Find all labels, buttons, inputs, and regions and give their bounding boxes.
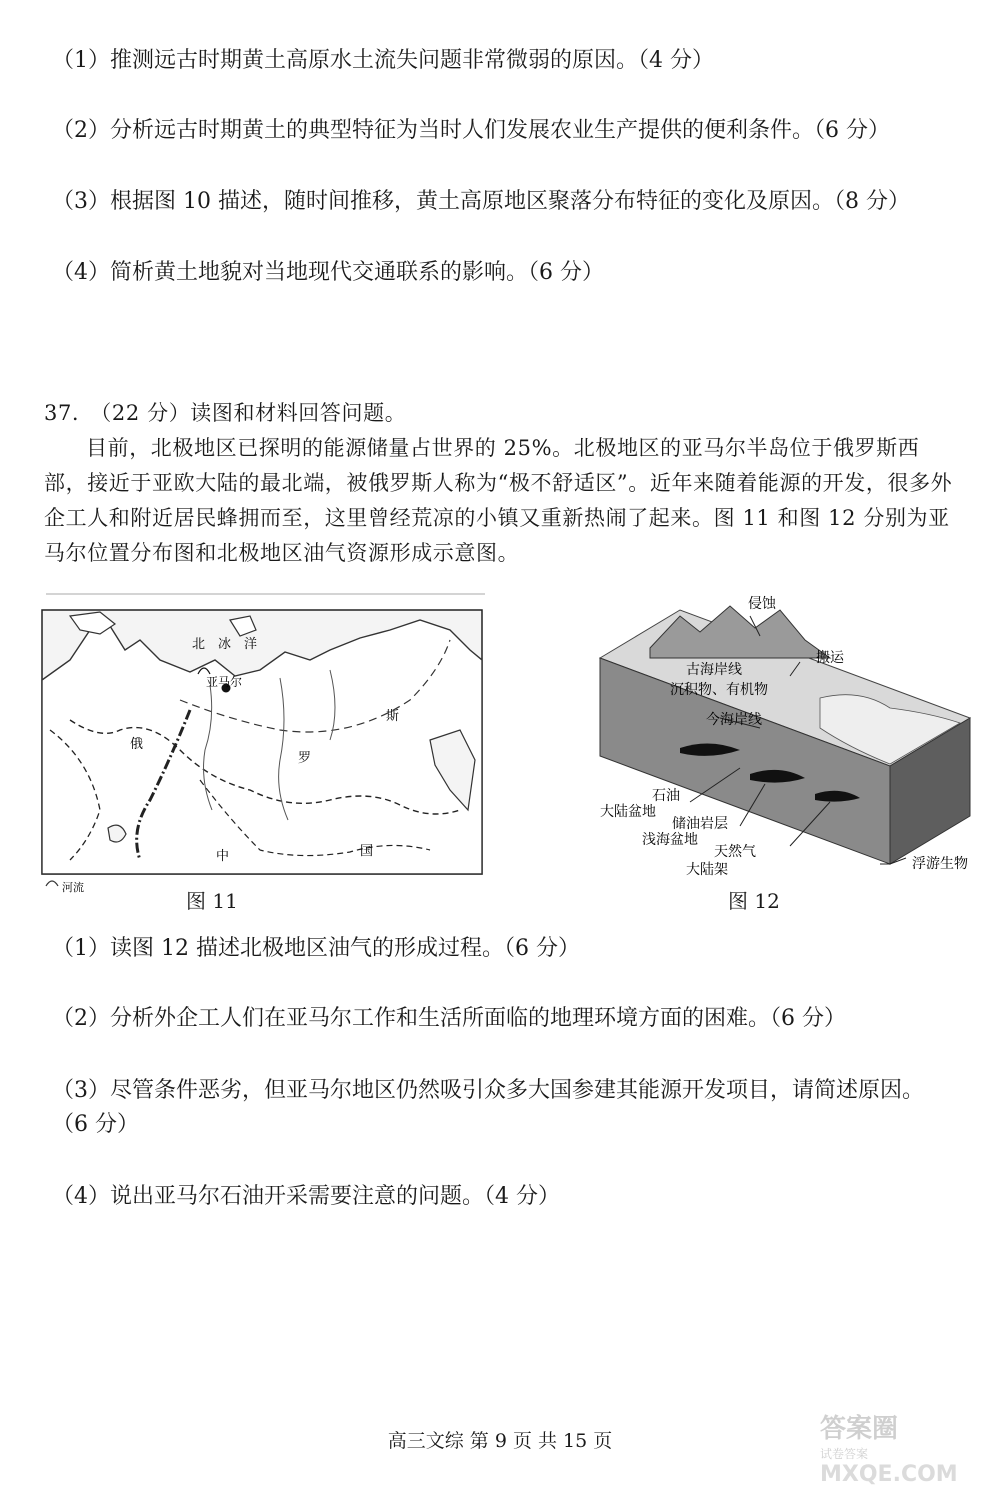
- figure-11-caption: 图 11: [186, 889, 238, 913]
- page-footer: 高三文综 第 9 页 共 15 页: [387, 1430, 613, 1452]
- watermark-logo: [820, 1408, 990, 1488]
- label-russia-1: 俄: [130, 737, 144, 752]
- label-arctic-ocean: 北 冰 洋: [192, 637, 258, 652]
- watermark-title: 答案圈: [820, 1414, 899, 1444]
- river-legend-icon: [46, 881, 58, 886]
- label-reservoir-rock: 储油岩层: [672, 816, 728, 832]
- figure-12-caption: 图 12: [728, 889, 780, 913]
- question-37-4: （4）说出亚马尔石油开采需要注意的问题。（4 分）: [52, 1184, 560, 1209]
- question-37-1: （1）读图 12 描述北极地区油气的形成过程。（6 分）: [52, 936, 580, 961]
- label-erosion: 侵蚀: [748, 596, 776, 612]
- question-36-1: （1）推测远古时期黄土高原水土流失问题非常微弱的原因。（4 分）: [52, 48, 714, 73]
- question-36-3: （3）根据图 10 描述，随时间推移，黄土高原地区聚落分布特征的变化及原因。（8 分）: [52, 189, 910, 214]
- label-continental-basin: 大陆盆地: [600, 804, 656, 820]
- question-37-block: [44, 396, 956, 571]
- watermark-url: MXQE.COM: [820, 1462, 958, 1487]
- label-modern-coastline: 今海岸线: [706, 712, 762, 728]
- label-russia-2: 罗: [298, 751, 312, 766]
- label-natural-gas: 天然气: [714, 844, 756, 860]
- label-plankton: 浮游生物: [912, 856, 968, 872]
- question-37-3: （3）尽管条件恶劣，但亚马尔地区仍然吸引众多大国参建其能源开发项目，请简述原因。: [52, 1078, 925, 1103]
- label-transport: 搬运: [816, 650, 844, 666]
- label-shallow-basin: 浅海盆地: [642, 832, 698, 848]
- watermark-subtitle: 试卷答案: [820, 1447, 869, 1461]
- question-37-2: （2）分析外企工人们在亚马尔工作和生活所面临的地理环境方面的困难。（6 分）: [52, 1006, 846, 1031]
- label-yamal: 亚马尔: [206, 675, 243, 689]
- question-37-material: 目前，北极地区已探明的能源储量占世界的 25%。北极地区的亚马尔半岛位于俄罗斯西部，接近于亚欧大陆的最北端，被俄罗斯人称为“极不舒适区”。近年来随着能源的开发，很多外企工人和附近居民蜂拥而至，这里曾经荒凉的小镇又重新热闹了起来。图 11 和图 12 分别为亚马尔位置分布图和北极地区油气资源形成示意图。: [44, 436, 953, 565]
- label-sediment: 沉积物、有机物: [670, 682, 768, 698]
- question-36-2: （2）分析远古时期黄土的典型特征为当时人们发展农业生产提供的便利条件。（6 分）: [52, 118, 890, 143]
- question-36-4: （4）简析黄土地貌对当地现代交通联系的影响。（6 分）: [52, 260, 604, 285]
- legend-river: 河流: [62, 881, 84, 894]
- label-ancient-coastline: 古海岸线: [686, 662, 742, 678]
- label-china-2: 国: [360, 844, 374, 859]
- label-oil: 石油: [652, 788, 680, 804]
- label-china-1: 中: [216, 849, 230, 864]
- figure-11-map: [30, 590, 500, 900]
- label-russia-3: 斯: [386, 709, 400, 724]
- figure-12-diagram: [590, 588, 982, 884]
- question-37-3-score: （6 分）: [52, 1112, 139, 1137]
- label-continental-shelf: 大陆架: [686, 862, 728, 878]
- question-37-heading: 37. （22 分）读图和材料回答问题。: [44, 401, 407, 425]
